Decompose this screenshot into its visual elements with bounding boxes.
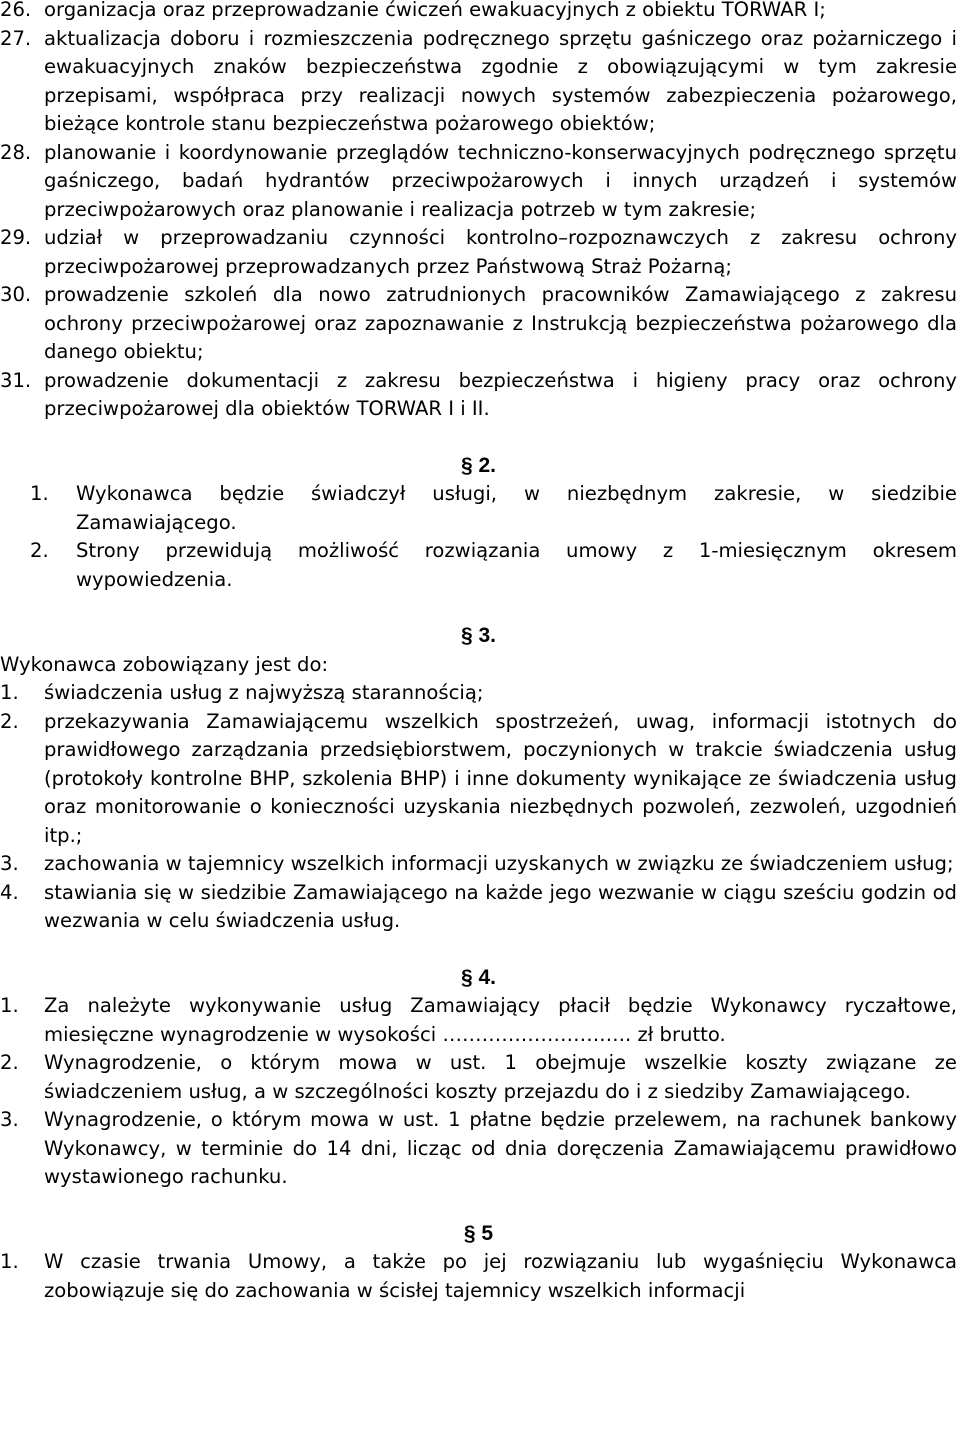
list-item bbox=[0, 0, 957, 25]
item-text: udział w przeprowadzaniu czynności kontrolno–rozpoznawczych z zakresu ochrony przeciwpożarowej przeprowadzanych przez Państwową Straż Pożarną; bbox=[44, 226, 957, 278]
item-text: zachowania w tajemnicy wszelkich informacji uzyskanych w związku ze świadczeniem usług; bbox=[44, 852, 954, 875]
list-item bbox=[0, 1049, 957, 1106]
item-text: stawiania się w siedzibie Zamawiającego na każde jego wezwanie w ciągu sześciu godzin od wezwania w celu świadczenia usług. bbox=[44, 880, 957, 932]
item-number: 31. bbox=[0, 368, 32, 392]
item-text: W czasie trwania Umowy, a także po jej rozwiązaniu lub wygaśnięciu Wykonawca zobowiązuje się do zachowania w ścisłej tajemnicy wszelkich informacji bbox=[44, 1250, 957, 1302]
item-number: 4. bbox=[0, 880, 19, 904]
item-number: 3. bbox=[0, 852, 19, 875]
item-number: 29. bbox=[0, 226, 32, 249]
item-number: 1. bbox=[0, 1250, 19, 1273]
list-item bbox=[0, 281, 957, 367]
item-number: 3. bbox=[0, 1108, 19, 1131]
item-number: 26. bbox=[0, 0, 32, 21]
item-text: aktualizacja doboru i rozmieszczenia podręcznego sprzętu gaśniczego oraz pożarniczego i ewakuacyjnych znaków bezpieczeństwa zgodnie z obowiązującymi w tym zakresie przepisami, współpraca przy realizacji nowych systemów zabezpieczenia pożarowego, bieżące kontrole stanu bezpieczeństwa pożarowego obiektów; bbox=[44, 26, 957, 135]
item-text: prowadzenie dokumentacji z zakresu bezpieczeństwa i higieny pracy oraz ochrony przeciwpożarowej dla obiektów TORWAR I i II. bbox=[44, 368, 957, 420]
item-number: 27. bbox=[0, 26, 32, 50]
section-4-list bbox=[0, 992, 957, 1192]
item-number: 1. bbox=[30, 482, 49, 505]
section-2-list bbox=[0, 480, 957, 594]
section-heading-5: § 5 bbox=[463, 1221, 494, 1245]
item-number: 1. bbox=[0, 681, 19, 704]
item-text: Wynagrodzenie, o którym mowa w ust. 1 obejmuje wszelkie koszty związane ze świadczeniem usług, a w szczególności koszty przejazdu do i z siedziby Zamawiającego. bbox=[44, 1051, 957, 1103]
item-number: 2. bbox=[0, 1051, 19, 1074]
list-item bbox=[0, 224, 957, 281]
list-item bbox=[30, 537, 957, 594]
item-number: 2. bbox=[0, 709, 19, 733]
list-item bbox=[0, 879, 957, 936]
list-item bbox=[0, 367, 957, 424]
list-item bbox=[0, 679, 957, 708]
item-text: Strony przewidują możliwość rozwiązania umowy z 1-miesięcznym okresem wypowiedzenia. bbox=[76, 539, 957, 591]
item-number: 1. bbox=[0, 994, 19, 1017]
section-heading-3: § 3. bbox=[460, 624, 497, 647]
item-text: Wynagrodzenie, o którym mowa w ust. 1 płatne będzie przelewem, na rachunek bankowy Wykonawcy, w terminie do 14 dni, licząc od dnia doręczenia Zamawiającemu prawidłowo wystawionego rachunku. bbox=[44, 1108, 957, 1188]
section-3-list bbox=[0, 679, 957, 936]
item-number: 2. bbox=[30, 539, 49, 562]
item-number: 28. bbox=[0, 140, 32, 164]
item-text: świadczenia usług z najwyższą starannością; bbox=[44, 681, 484, 704]
list-item bbox=[0, 850, 957, 879]
section-3-intro: Wykonawca zobowiązany jest do: bbox=[0, 652, 329, 676]
item-text: prowadzenie szkoleń dla nowo zatrudnionych pracowników Zamawiającego z zakresu ochrony przeciwpożarowej oraz zapoznawanie z Instrukcją bezpieczeństwa pożarowego dla danego obiektu; bbox=[44, 283, 957, 363]
list-item bbox=[0, 992, 957, 1049]
section-heading-2: § 2. bbox=[460, 453, 497, 477]
list-item bbox=[30, 480, 957, 537]
list-item bbox=[0, 1248, 957, 1305]
list-item bbox=[0, 1106, 957, 1192]
item-text: Wykonawca będzie świadczył usługi, w niezbędnym zakresie, w siedzibie Zamawiającego. bbox=[76, 482, 957, 534]
list-item bbox=[0, 25, 957, 139]
section-heading-4: § 4. bbox=[460, 965, 497, 989]
list-item bbox=[0, 139, 957, 225]
item-text: planowanie i koordynowanie przeglądów techniczno-konserwacyjnych podręcznego sprzętu gaśniczego, badań hydrantów przeciwpożarowych i innych urządzeń i systemów przeciwpożarowych oraz planowanie i realizacja potrzeb w tym zakresie; bbox=[44, 140, 957, 221]
list-item bbox=[0, 708, 957, 851]
item-text: organizacja oraz przeprowadzanie ćwiczeń ewakuacyjnych z obiektu TORWAR I; bbox=[44, 0, 826, 21]
item-text: przekazywania Zamawiającemu wszelkich spostrzeżeń, uwag, informacji istotnych do prawidłowego zarządzania przedsiębiorstwem, poczynionych w trakcie świadczenia usług (protokoły kontrolne BHP, szkolenia BHP) i inne dokumenty wynikające ze świadczenia usług oraz monitorowanie o konieczności uzyskania niezbędnych pozwoleń, zezwoleń, uzgodnień itp.; bbox=[44, 709, 957, 847]
item-number: 30. bbox=[0, 283, 32, 306]
duties-list bbox=[0, 0, 957, 424]
section-5-list bbox=[0, 1248, 957, 1305]
item-text: Za należyte wykonywanie usług Zamawiający płacił będzie Wykonawcy ryczałtowe, miesięczne wynagrodzenie w wysokości ……………………….. zł brutto. bbox=[44, 994, 957, 1046]
